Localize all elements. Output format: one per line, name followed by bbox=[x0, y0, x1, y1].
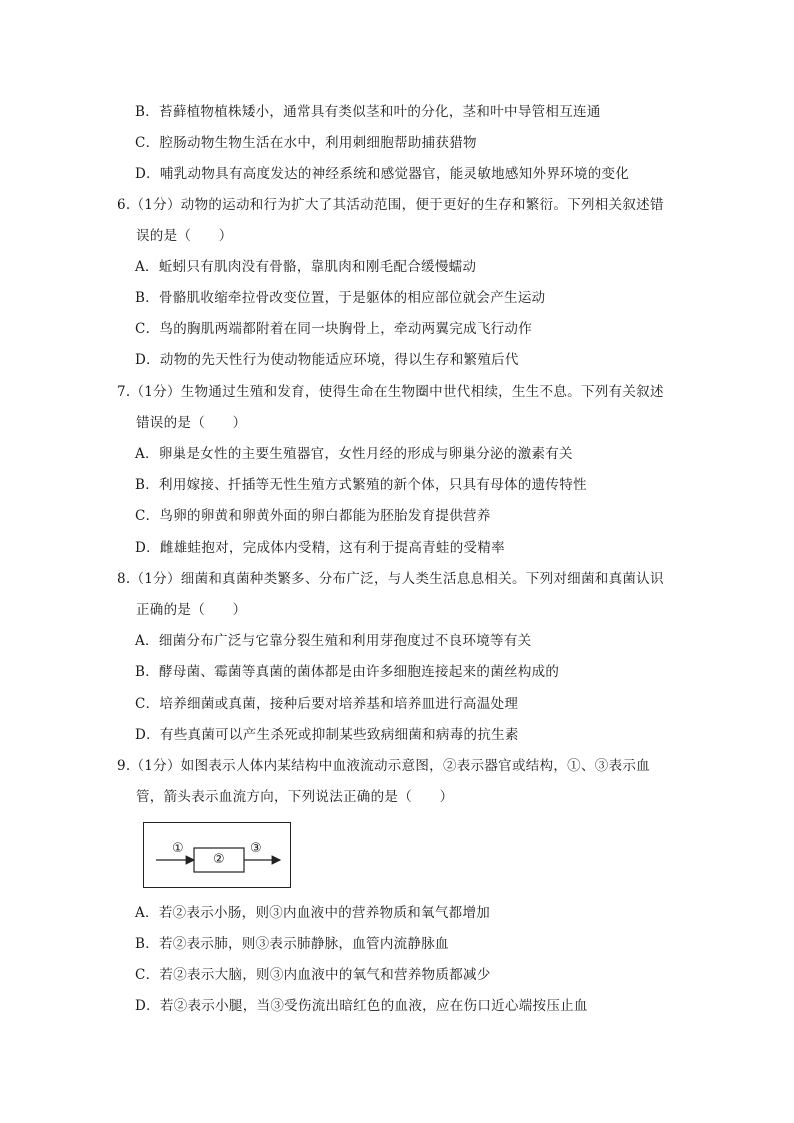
q9-option-b: B．若②表示肺，则③表示肺静脉，血管内流静脉血 bbox=[135, 936, 449, 952]
vessel-1-label: ① bbox=[172, 841, 184, 856]
q8-stem: 8.（1分）细菌和真菌种类繁多、分布广泛，与人类生活息息相关。下列对细菌和真菌认识 bbox=[117, 571, 664, 587]
q9-stem-cont: 管，箭头表示血流方向，下列说法正确的是（ ） bbox=[136, 789, 454, 805]
q6-stem-cont: 误的是（ ） bbox=[136, 228, 233, 244]
q9-option-a: A．若②表示小肠，则③内血液中的营养物质和氧气都增加 bbox=[135, 905, 491, 921]
q9-option-d: D．若②表示小腿，当③受伤流出暗红色的血液，应在伤口近心端按压止血 bbox=[135, 998, 588, 1014]
q7-option-c: C．鸟卵的卵黄和卵黄外面的卵白都能为胚胎发育提供营养 bbox=[135, 508, 491, 524]
q7-option-b: B．利用嫁接、扦插等无性生殖方式繁殖的新个体，只具有母体的遗传特性 bbox=[135, 477, 587, 493]
vessel-3-label: ③ bbox=[250, 841, 262, 856]
q8-option-a: A．细菌分布广泛与它靠分裂生殖和利用芽孢度过不良环境等有关 bbox=[135, 633, 532, 649]
q8-stem-cont: 正确的是（ ） bbox=[136, 602, 247, 618]
q8-option-d: D．有些真菌可以产生杀死或抑制某些致病细菌和病毒的抗生素 bbox=[135, 727, 519, 743]
q8-option-b: B．酵母菌、霉菌等真菌的菌体都是由许多细胞连接起来的菌丝构成的 bbox=[135, 664, 560, 680]
q6-stem: 6.（1分）动物的运动和行为扩大了其活动范围，便于更好的生存和繁衍。下列相关叙述错 bbox=[117, 197, 664, 213]
q6-option-a: A．蚯蚓只有肌肉没有骨骼，靠肌肉和刚毛配合缓慢蠕动 bbox=[135, 259, 477, 275]
q7-option-a: A．卵巢是女性的主要生殖器官，女性月经的形成与卵巢分泌的激素有关 bbox=[135, 446, 573, 462]
q7-stem: 7.（1分）生物通过生殖和发育，使得生命在生物圈中世代相续，生生不息。下列有关叙述 bbox=[117, 384, 664, 400]
q7-stem-cont: 错误的是（ ） bbox=[136, 415, 247, 431]
q6-option-c: C．鸟的胸肌两端都附着在同一块胸骨上，牵动两翼完成飞行动作 bbox=[135, 321, 533, 337]
q9-option-c: C．若②表示大脑，则③内血液中的氧气和营养物质都减少 bbox=[135, 967, 491, 983]
q5-option-d: D．哺乳动物具有高度发达的神经系统和感觉器官，能灵敏地感知外界环境的变化 bbox=[135, 166, 630, 182]
blood-flow-diagram bbox=[143, 822, 291, 888]
q5-option-b: B．苔藓植物植株矮小，通常具有类似茎和叶的分化，茎和叶中导管相互连通 bbox=[135, 104, 601, 120]
q6-option-d: D．动物的先天性行为使动物能适应环境，得以生存和繁殖后代 bbox=[135, 352, 519, 368]
organ-2-label: ② bbox=[213, 852, 225, 867]
q6-option-b: B．骨骼肌收缩牵拉骨改变位置，于是躯体的相应部位就会产生运动 bbox=[135, 290, 546, 306]
q8-option-c: C．培养细菌或真菌，接种后要对培养基和培养皿进行高温处理 bbox=[135, 696, 519, 712]
q7-option-d: D．雌雄蛙抱对，完成体内受精，这有利于提高青蛙的受精率 bbox=[135, 540, 505, 556]
q9-stem: 9.（1分）如图表示人体内某结构中血液流动示意图，②表示器官或结构，①、③表示血 bbox=[117, 758, 650, 774]
q5-option-c: C．腔肠动物生物生活在水中，利用刺细胞帮助捕获猎物 bbox=[135, 135, 477, 151]
